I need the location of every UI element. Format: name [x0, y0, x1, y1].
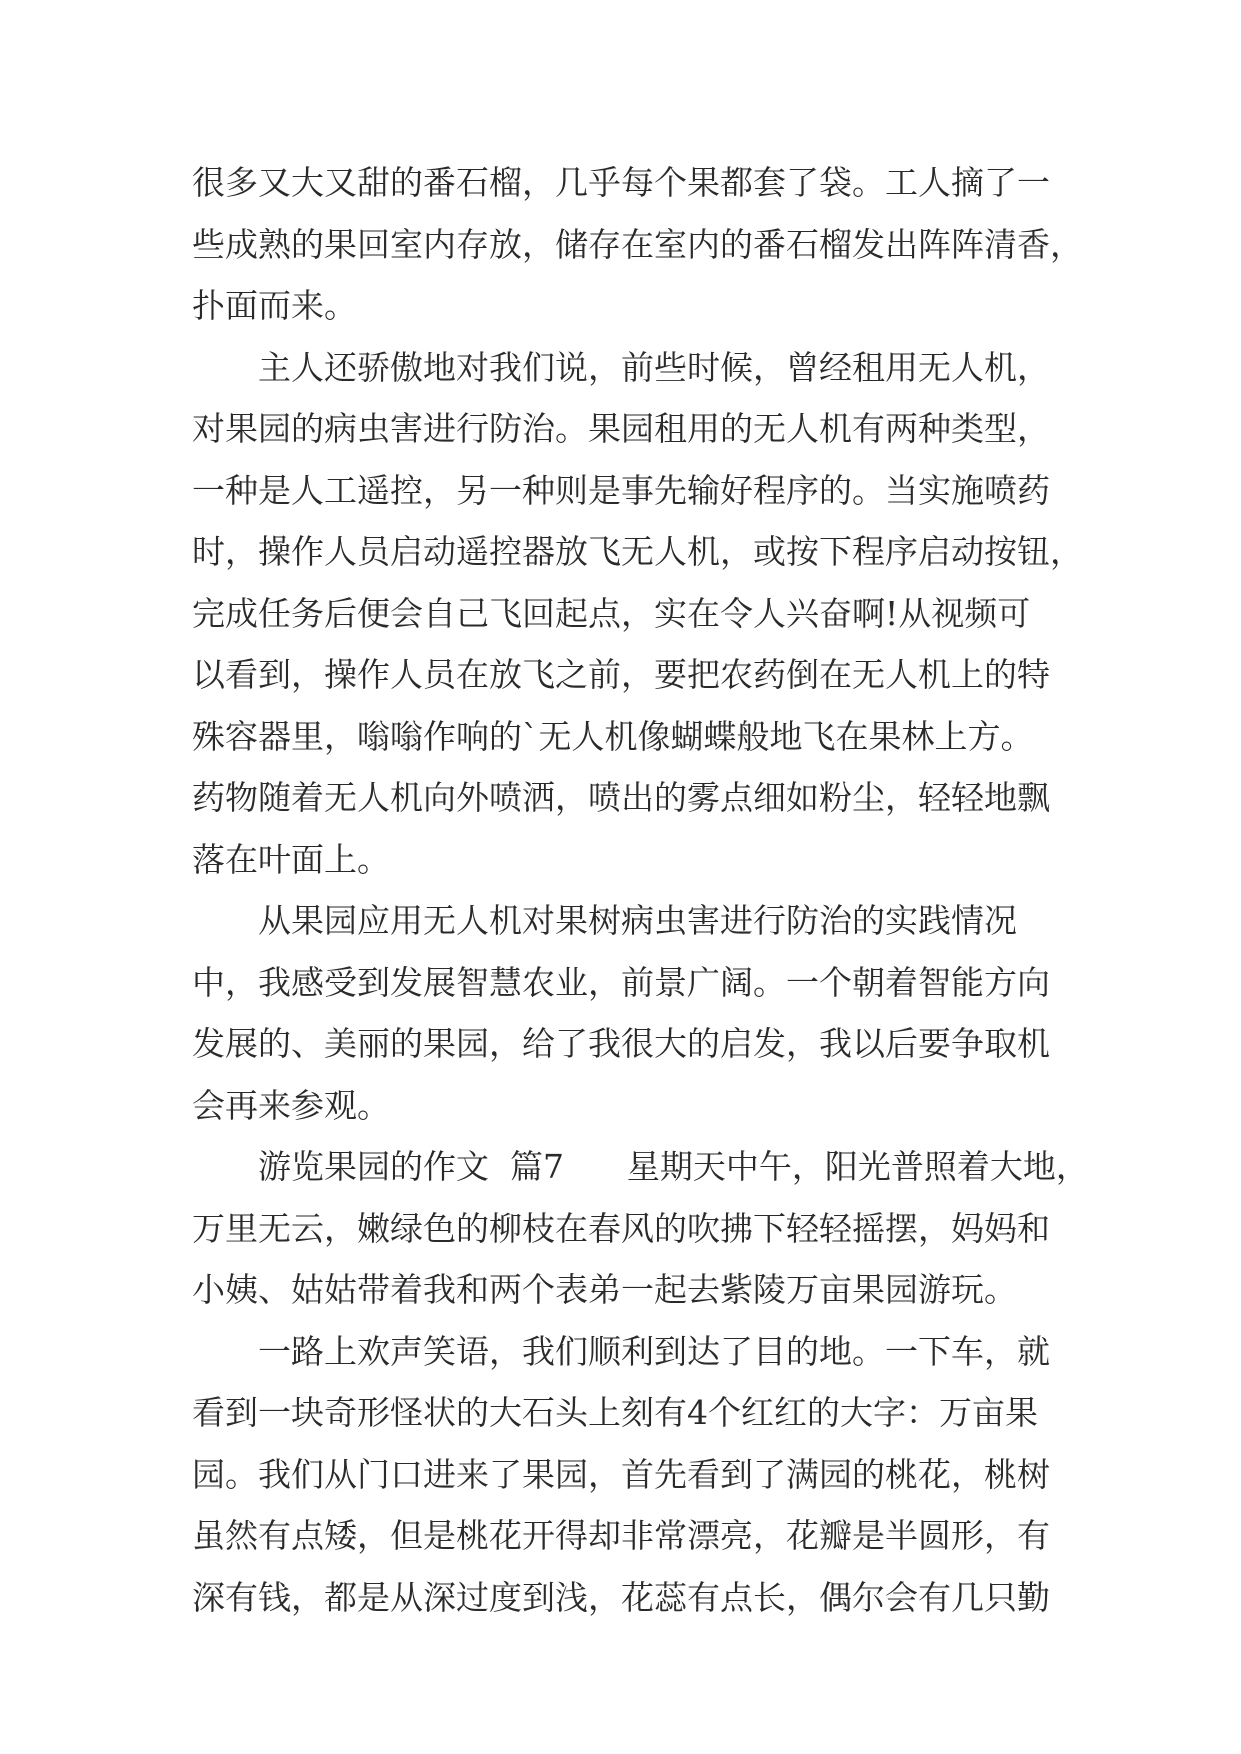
paragraph-start-line: 主人还骄傲地对我们说，前些时候，曾经租用无人机，	[258, 347, 1050, 387]
paragraph-start-line: 从果园应用无人机对果树病虫害进行防治的实践情况	[258, 901, 1017, 940]
text-line: 小姨、姑姑带着我和两个表弟一起去紫陵万亩果园游玩。	[192, 1270, 1017, 1309]
text-line: 虽然有点矮，但是桃花开得却非常漂亮，花瓣是半圆形，有	[192, 1516, 1050, 1555]
paragraph-start-line: 一路上欢声笑语，我们顺利到达了目的地。一下车，就	[258, 1331, 1050, 1371]
section-heading-line: 游览果园的作文 篇7 星期天中午，阳光普照着大地，	[258, 1147, 1089, 1186]
text-line: 药物随着无人机向外喷洒，喷出的雾点细如粉尘，轻轻地飘	[192, 778, 1050, 817]
text-line: 以看到，操作人员在放飞之前，要把农药倒在无人机上的特	[192, 655, 1050, 694]
text-line: 一种是人工遥控，另一种则是事先输好程序的。当实施喷药	[192, 470, 1050, 510]
text-line: 万里无云，嫩绿色的柳枝在春风的吹拂下轻轻摇摆，妈妈和	[192, 1208, 1050, 1248]
text-line: 看到一块奇形怪状的大石头上刻有4个红红的大字：万亩果	[192, 1393, 1038, 1432]
text-line: 园。我们从门口进来了果园，首先看到了满园的桃花，桃树	[192, 1454, 1050, 1494]
text-line: 发展的、美丽的果园，给了我很大的启发，我以后要争取机	[192, 1024, 1050, 1063]
text-line: 落在叶面上。	[192, 839, 390, 879]
text-line: 殊容器里，嗡嗡作响的`无人机像蝴蝶般地飞在果林上方。	[192, 716, 1034, 756]
body-text	[192, 152, 1089, 1628]
text-line: 很多又大又甜的番石榴，几乎每个果都套了袋。工人摘了一	[192, 163, 1050, 202]
text-line: 些成熟的果回室内存放，储存在室内的番石榴发出阵阵清香，	[192, 224, 1083, 264]
text-line: 完成任务后便会自己飞回起点，实在令人兴奋啊!从视频可	[192, 593, 1031, 633]
text-line: 扑面而来。	[192, 286, 357, 325]
text-line: 深有钱，都是从深过度到浅，花蕊有点长，偶尔会有几只勤	[192, 1577, 1050, 1617]
text-line: 对果园的病虫害进行防治。果园租用的无人机有两种类型，	[192, 409, 1050, 448]
text-line: 中，我感受到发展智慧农业，前景广阔。一个朝着智能方向	[192, 962, 1050, 1002]
text-line: 时，操作人员启动遥控器放飞无人机，或按下程序启动按钮，	[192, 532, 1083, 571]
text-line: 会再来参观。	[192, 1085, 390, 1125]
